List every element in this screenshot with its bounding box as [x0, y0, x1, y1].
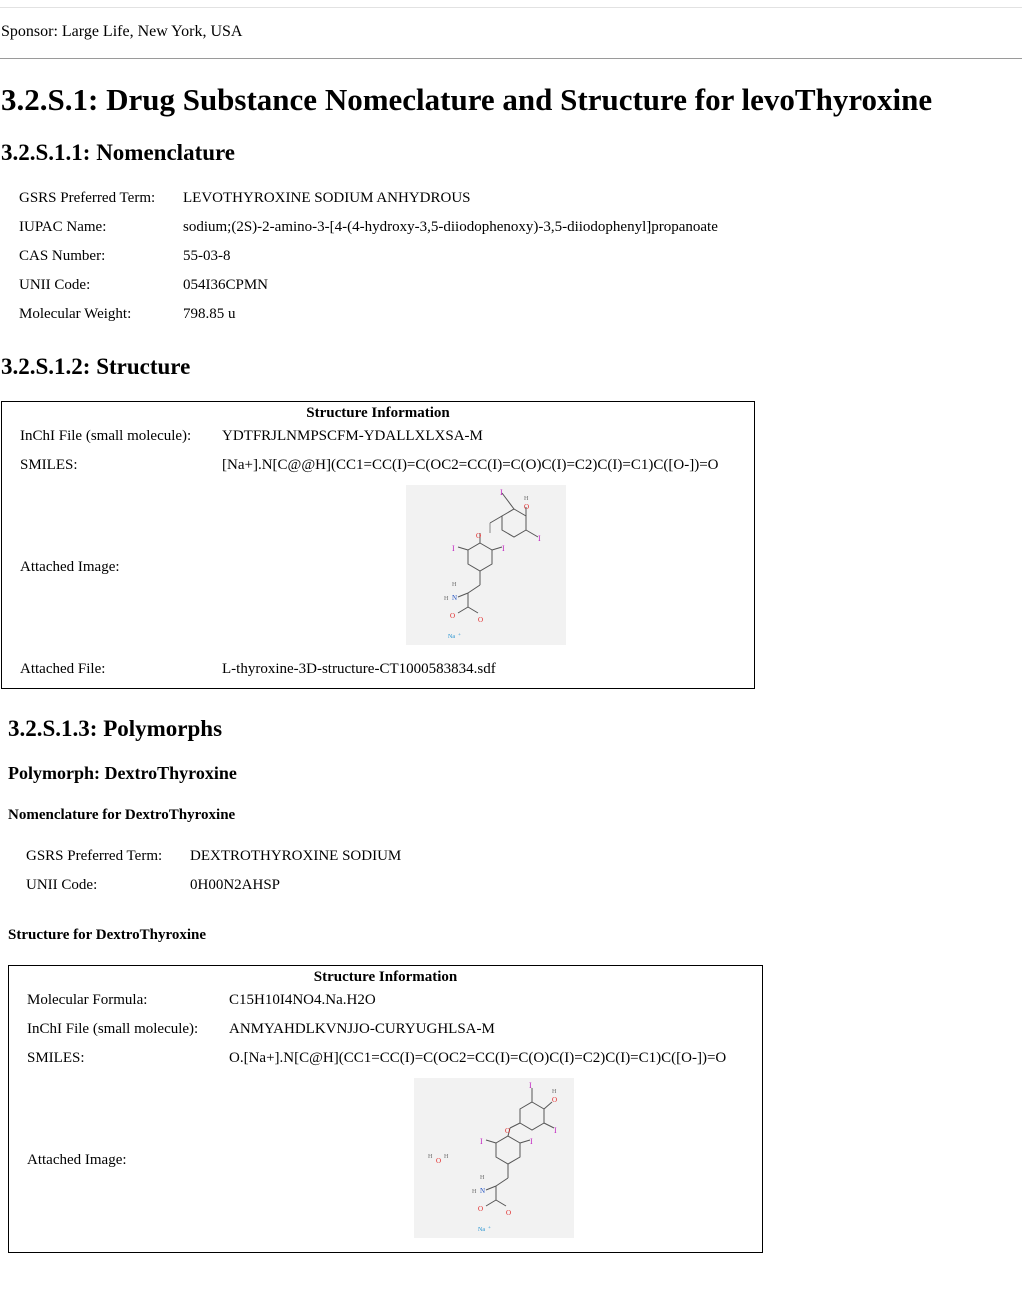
- polymorph-nomenclature-row: [26, 871, 401, 900]
- atom-label: O: [524, 503, 530, 511]
- polymorph-heading: Polymorph: DextroThyroxine: [8, 763, 237, 783]
- structure-caption: Structure Information: [313, 969, 458, 985]
- header-divider: [0, 58, 1022, 59]
- atom-label: O: [478, 616, 484, 624]
- structure-heading: 3.2.S.1.2: Structure: [1, 354, 191, 379]
- structure-caption: Structure Information: [306, 405, 450, 421]
- atom-label: O: [476, 532, 482, 540]
- atom-label: H: [524, 496, 529, 502]
- atom-label: O: [552, 1096, 558, 1104]
- atom-label: O: [506, 1209, 512, 1217]
- attached-file-name: L-thyroxine-3D-structure-CT1000583834.sdf: [222, 661, 496, 677]
- formula-label: Molecular Formula:: [27, 992, 148, 1008]
- nomenclature-row: [19, 213, 718, 242]
- atom-label: O: [478, 1205, 484, 1213]
- atom-label: I: [538, 534, 541, 543]
- attached-file-label: Attached File:: [20, 661, 106, 677]
- field-label: UNII Code:: [26, 877, 98, 893]
- polymorph-nomenclature-row: [26, 842, 401, 871]
- atom-label: N: [480, 1187, 486, 1195]
- smiles-label: SMILES:: [27, 1050, 85, 1066]
- nomenclature-row: [19, 271, 718, 300]
- atom-label: O: [436, 1157, 442, 1165]
- field-value: LEVOTHYROXINE SODIUM ANHYDROUS: [183, 190, 471, 206]
- polymorph-nomenclature-heading: Nomenclature for DextroThyroxine: [8, 807, 236, 823]
- inchi-label: InChI File (small molecule):: [27, 1021, 199, 1037]
- atom-label: I: [500, 488, 503, 497]
- polymorphs-heading: 3.2.S.1.3: Polymorphs: [8, 716, 223, 741]
- atom-label: H: [480, 1175, 485, 1181]
- field-value: 0H00N2AHSP: [190, 877, 281, 893]
- field-label: Molecular Weight:: [19, 306, 132, 322]
- image-label: Attached Image:: [27, 1152, 127, 1168]
- atom-label: Na: [448, 634, 455, 640]
- atom-label: H: [444, 1154, 449, 1160]
- field-label: GSRS Preferred Term:: [19, 190, 156, 206]
- atom-label: I: [529, 1081, 532, 1090]
- atom-label: H: [472, 1189, 477, 1195]
- field-label: CAS Number:: [19, 248, 106, 264]
- molecule-diagram: [414, 1078, 574, 1238]
- polymorph-structure-info-table: [8, 965, 763, 1253]
- field-label: IUPAC Name:: [19, 219, 107, 235]
- field-value: sodium;(2S)-2-amino-3-[4-(4-hydroxy-3,5-diiodophenoxy)-3,5-diiodophenyl]propanoate: [183, 219, 718, 235]
- atom-label: +: [458, 633, 461, 638]
- polymorph-nomenclature-table: [26, 842, 401, 900]
- smiles-label: SMILES:: [20, 457, 78, 473]
- nomenclature-row: [19, 184, 718, 213]
- smiles-value: [Na+].N[C@@H](CC1=CC(I)=C(OC2=CC(I)=C(O)C(I)=C2)C(I)=C1)C([O-])=O: [222, 457, 719, 473]
- field-value: 798.85 u: [183, 306, 236, 322]
- atom-label: O: [505, 1127, 511, 1135]
- formula-value: C15H10I4NO4.Na.H2O: [229, 992, 376, 1008]
- inchi-value: ANMYAHDLKVNJJO-CURYUGHLSA-M: [229, 1021, 495, 1037]
- atom-label: I: [530, 1137, 533, 1146]
- sponsor-line: Sponsor: Large Life, New York, USA: [1, 23, 243, 40]
- field-label: UNII Code:: [19, 277, 91, 293]
- atom-label: H: [452, 582, 457, 588]
- field-value: DEXTROTHYROXINE SODIUM: [190, 848, 402, 864]
- image-label: Attached Image:: [20, 559, 120, 575]
- inchi-label: InChI File (small molecule):: [20, 428, 192, 444]
- nomenclature-heading: 3.2.S.1.1: Nomenclature: [1, 140, 236, 165]
- structure-info-table: [1, 401, 755, 689]
- atom-label: N: [452, 594, 458, 602]
- page-title: 3.2.S.1: Drug Substance Nomeclature and Structure for levoThyroxine: [1, 82, 933, 117]
- smiles-value: O.[Na+].N[C@H](CC1=CC(I)=C(OC2=CC(I)=C(O)C(I)=C2)C(I)=C1)C([O-])=O: [229, 1050, 727, 1066]
- nomenclature-table: [19, 184, 718, 329]
- field-value: 55-03-8: [183, 248, 231, 264]
- atom-label: O: [450, 612, 456, 620]
- atom-label: H: [444, 596, 449, 602]
- atom-label: I: [480, 1137, 483, 1146]
- nomenclature-row: [19, 242, 718, 271]
- dextrothyroxine-structure-image: [414, 1078, 574, 1238]
- molecule-diagram: [406, 485, 566, 645]
- polymorph-structure-heading: Structure for DextroThyroxine: [8, 927, 207, 943]
- atom-label: H: [552, 1089, 557, 1095]
- inchi-value: YDTFRJLNMPSCFM-YDALLXLXSA-M: [222, 428, 483, 444]
- nomenclature-row: [19, 300, 718, 329]
- top-divider: [0, 7, 1022, 8]
- field-value: 054I36CPMN: [183, 277, 269, 293]
- atom-label: I: [502, 544, 505, 553]
- atom-label: I: [452, 544, 455, 553]
- atom-label: I: [554, 1126, 557, 1135]
- levothyroxine-structure-image: [406, 485, 566, 645]
- atom-label: H: [428, 1154, 433, 1160]
- field-label: GSRS Preferred Term:: [26, 848, 163, 864]
- atom-label: +: [488, 1226, 491, 1231]
- atom-label: Na: [478, 1227, 485, 1233]
